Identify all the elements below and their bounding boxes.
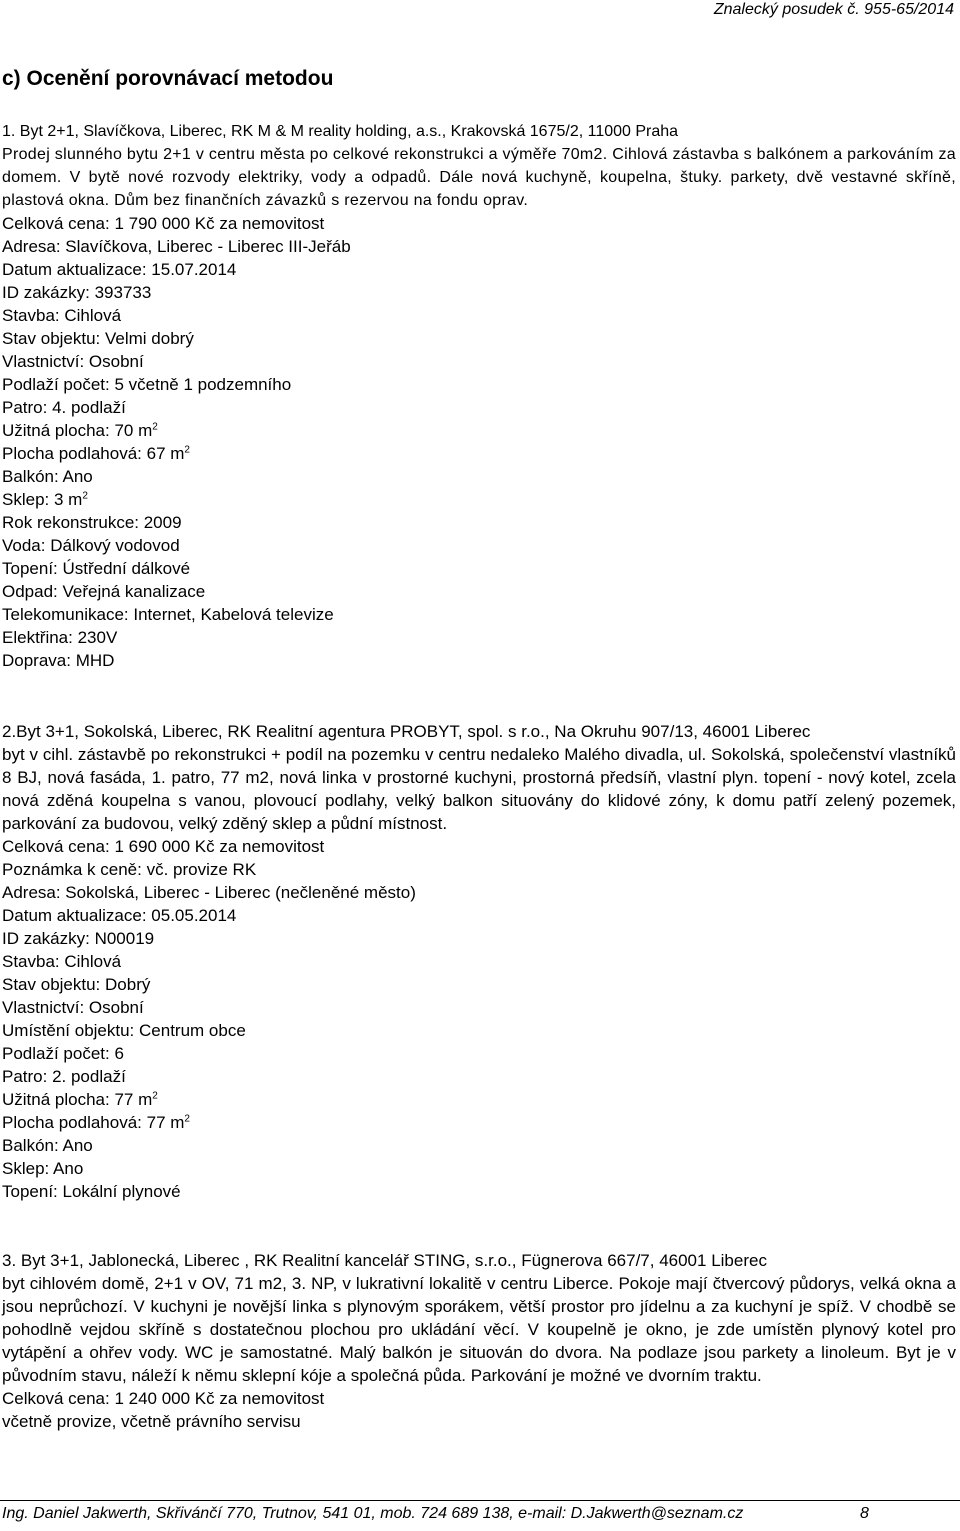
cellar: Sklep: 3 $m^2$ (2, 490, 88, 509)
ownership: Vlastnictví: Osobní (2, 352, 144, 371)
price: Celková cena: 1 790 000 Kč za nemovitost (2, 214, 325, 233)
listing-details (2, 1387, 956, 1433)
address: Adresa: Slavíčkova, Liberec - Liberec III-Jeřáb (2, 237, 351, 256)
update-date: Datum aktualizace: 15.07.2014 (2, 260, 237, 279)
footer-divider (0, 1500, 960, 1501)
address: Adresa: Sokolská, Liberec - Liberec (nečleněné město) (2, 883, 416, 902)
listing-2 (2, 720, 956, 1203)
listing-1 (2, 120, 956, 672)
telecommunications: Telekomunikace: Internet, Kabelová televize (2, 605, 334, 624)
construction: Stavba: Cihlová (2, 952, 122, 971)
location: Umístění objektu: Centrum obce (2, 1021, 246, 1040)
listing-title: 1. Byt 2+1, Slavíčkova, Liberec, RK M & M reality holding, a.s., Krakovská 1675/2, 11000 Praha (2, 123, 679, 140)
floor: Patro: 2. podlaží (2, 1067, 126, 1086)
price-note: včetně provize, včetně právního servisu (2, 1412, 301, 1431)
usable-area: Užitná plocha: 77 $m^2$ (2, 1090, 158, 1109)
update-date: Datum aktualizace: 05.05.2014 (2, 906, 237, 925)
construction: Stavba: Cihlová (2, 306, 122, 325)
price-note: Poznámka k ceně: vč. provize RK (2, 860, 257, 879)
price: Celková cena: 1 690 000 Kč za nemovitost (2, 837, 325, 856)
section-title: c) Ocenění porovnávací metodou (2, 67, 334, 90)
floor: Patro: 4. podlaží (2, 398, 126, 417)
footer-contact: Ing. Daniel Jakwerth, Skřivánčí 770, Trutnov, 541 01, mob. 724 689 138, e-mail: D.Jakwerth@seznam.cz (2, 1505, 744, 1522)
page-number: 8 (860, 1505, 869, 1522)
ownership: Vlastnictví: Osobní (2, 998, 144, 1017)
transport: Doprava: MHD (2, 651, 115, 670)
listing-title: 2.Byt 3+1, Sokolská, Liberec, RK Realitní agentura PROBYT, spol. s r.o., Na Okruhu 907/13, 46001 Liberec (2, 722, 811, 741)
listing-details (2, 212, 956, 672)
heating: Topení: Ústřední dálkové (2, 559, 191, 578)
listing-details (2, 835, 956, 1203)
document-header: Znalecký posudek č. 955-65/2014 (713, 1, 954, 18)
condition: Stav objektu: Dobrý (2, 975, 151, 994)
listing-title: 3. Byt 3+1, Jablonecká, Liberec , RK Realitní kancelář STING, s.r.o., Fügnerova 667/7, 46001 Liberec (2, 1251, 767, 1270)
floor-count: Podlaží počet: 6 (2, 1044, 124, 1063)
listing-3 (2, 1249, 956, 1433)
order-id: ID zakázky: 393733 (2, 283, 152, 302)
price: Celková cena: 1 240 000 Kč za nemovitost (2, 1389, 325, 1408)
heating: Topení: Lokální plynové (2, 1182, 181, 1201)
floor-area: Plocha podlahová: 67 $m^2$ (2, 444, 190, 463)
floor-count: Podlaží počet: 5 včetně 1 podzemního (2, 375, 292, 394)
floor-area: Plocha podlahová: 77 $m^2$ (2, 1113, 190, 1132)
listing-description: Prodej slunného bytu 2+1 v centru města po celkové rekonstrukci a výměře 70m2. Cihlová zástavba s balkónem a parkováním za domem. V bytě nové rozvody elektriky, vody a odpadů. Dále nová kuchyně, koupelna, štuky. parkety, dvě vestavné skříně, plastová okna. Dům bez finančních závazků s rezervou na fondu oprav. (2, 146, 956, 209)
order-id: ID zakázky: N00019 (2, 929, 155, 948)
listing-description: byt v cihl. zástavbě po rekonstrukci + podíl na pozemku v centru nedaleko Malého divadla, ul. Sokolská, společenství vlastníků 8 BJ, nová fasáda, 1. patro, 77 m2, nová linka v prostorné kuchyni, prostorná předsíň, vlastní plyn. topení - nový kotel, zcela nová zděná koupelna s vanou, plovoucí podlahy, velký balkon situovány do klidové zóny, k domu patří zelený pozemek, parkování za budovou, velký zděný sklep a půdní místnost. (2, 745, 956, 833)
usable-area: Užitná plocha: 70 $m^2$ (2, 421, 158, 440)
listing-description: byt cihlovém domě, 2+1 v OV, 71 m2, 3. NP, v lukrativní lokalitě v centru Liberce. Pokoje mají čtvercový půdorys, velká okna a jsou neprůchozí. V kuchyni je novější linka s plynovým sporákem, větší prostor pro jídelnu a za kuchyní je spíž. V chodbě se pohodlně vejdou skříně s dostatečnou plochou pro ukládání věcí. V koupelně je okno, je zde umístěn plynový kotel pro vytápění a ohřev vody. WC je samostatné. Malý balkón je situován do dvora. Na podlaze jsou parkety a linoleum. Byt je v původním stavu, náleží k němu sklepní kóje a společná půda. Parkování je možné ve dvorním traktu. (2, 1274, 956, 1385)
electricity: Elektřina: 230V (2, 628, 118, 647)
condition: Stav objektu: Velmi dobrý (2, 329, 194, 348)
reconstruction-year: Rok rekonstrukce: 2009 (2, 513, 182, 532)
balcony: Balkón: Ano (2, 1136, 93, 1155)
sewage: Odpad: Veřejná kanalizace (2, 582, 206, 601)
water: Voda: Dálkový vodovod (2, 536, 180, 555)
cellar: Sklep: Ano (2, 1159, 84, 1178)
balcony: Balkón: Ano (2, 467, 93, 486)
